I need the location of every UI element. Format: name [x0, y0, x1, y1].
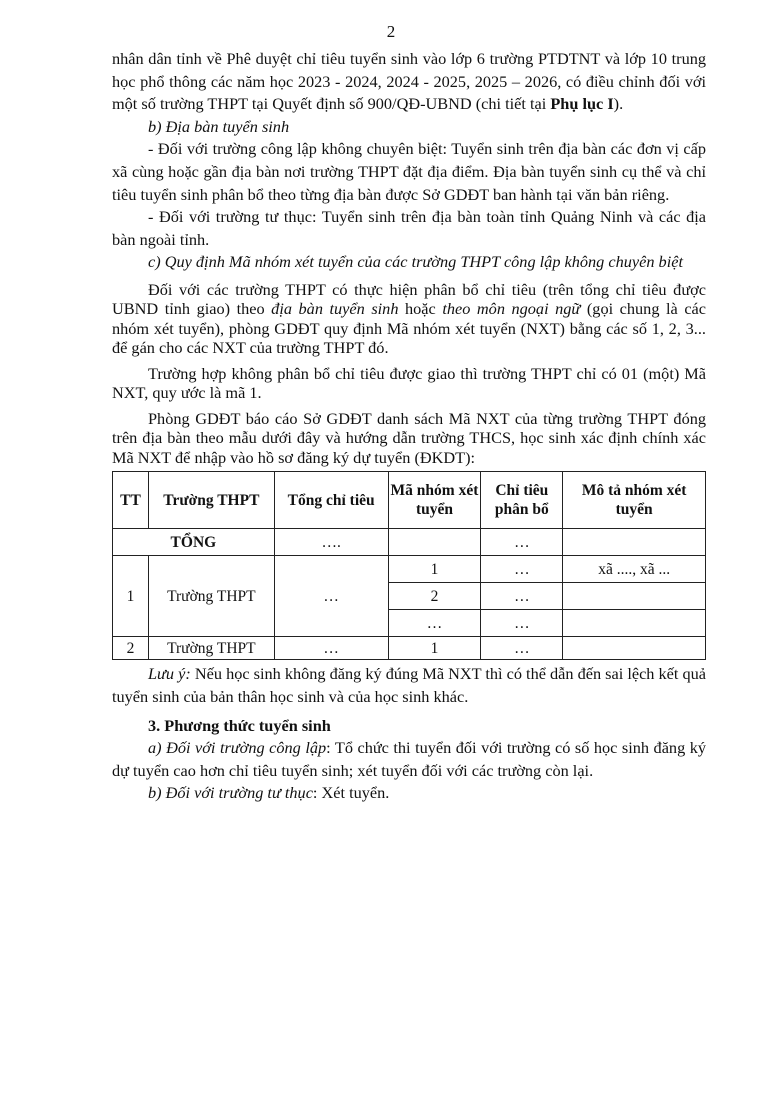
header-group-code: Mã nhóm xét tuyển: [388, 472, 481, 529]
header-school: Trường THPT: [148, 472, 274, 529]
group-alloc: …: [481, 610, 563, 637]
group-desc: xã ...., xã ...: [563, 556, 706, 583]
table-row: [113, 556, 706, 583]
c1-part-c: (gọi chung là các nhóm xét tuyển), phòng GDĐT quy định Mã nhóm xét tuyển (NXT) bằng các số 1, 2, 3... để gán cho các NXT của trường THPT đó.: [112, 299, 706, 358]
school2-tt: 2: [113, 637, 149, 660]
method-private: [112, 782, 706, 805]
table-row-total: [113, 529, 706, 556]
method-private-text: : Xét tuyển.: [312, 783, 390, 803]
c1-part-a: Đối với các trường THPT có thực hiện phân bổ chỉ tiêu (trên tổng chỉ tiêu được UBND tỉnh giao) theo: [112, 279, 706, 319]
note-paragraph: [112, 663, 706, 708]
group-desc: [563, 637, 706, 660]
c1-part-b: hoặc: [398, 299, 443, 319]
paragraph-c3: Phòng GDĐT báo cáo Sở GDĐT danh sách Mã NXT của từng trường THPT đóng trên địa bàn theo mẫu dưới đây và hướng dẫn trường THCS, học sinh xác định chính xác Mã NXT để nhập vào hồ sơ đăng ký dự tuyển (ĐKDT):: [112, 408, 706, 467]
section-3-title: [112, 715, 706, 738]
school2-quota: …: [274, 637, 388, 660]
group-code: 1: [388, 556, 481, 583]
table-row: [113, 637, 706, 660]
group-desc: [563, 610, 706, 637]
method-public-label: a) Đối với trường công lập: [148, 738, 327, 758]
page-number: 2: [386, 22, 396, 41]
intro-text: nhân dân tỉnh về Phê duyệt chỉ tiêu tuyển sinh vào lớp 6 trường PTDTNT và lớp 10 trung học phổ thông các năm học 2023 - 2024, 2024 - 2025, 2025 – 2026, có điều chỉnh đối với một số trường THPT tại Quyết định số 900/QĐ-UBND (chi tiết tại: [112, 49, 706, 114]
group-code: 2: [388, 583, 481, 610]
c1-italic-1: địa bàn tuyển sinh: [271, 299, 399, 319]
method-public: [112, 737, 706, 782]
appendix-ref: Phụ lục I: [550, 94, 614, 114]
section-3-title-text: 3. Phương thức tuyển sinh: [148, 715, 331, 735]
school1-quota: …: [274, 556, 388, 637]
group-alloc: …: [481, 556, 563, 583]
paragraph-c2: Trường hợp không phân bổ chỉ tiêu được giao thì trường THPT chỉ có 01 (một) Mã NXT, quy ước là mã 1.: [112, 363, 706, 403]
group-code: …: [388, 610, 481, 637]
header-total-quota: Tổng chỉ tiêu: [274, 472, 388, 529]
bullet-private-schools: - Đối với trường tư thục: Tuyển sinh trên địa bàn toàn tỉnh Quảng Ninh và các địa bàn ngoài tỉnh.: [112, 207, 706, 249]
total-desc: [563, 529, 706, 556]
group-alloc: …: [481, 637, 563, 660]
bullet-public-schools: - Đối với trường công lập không chuyên biệt: Tuyển sinh trên địa bàn các đơn vị cấp xã cùng hoặc gần địa bàn nơi trường THPT đặt địa điểm. Địa bàn tuyển sinh cụ thể và chỉ tiêu tuyển sinh phân bổ theo từng địa bàn được Sở GDĐT ban hành tại văn bản riêng.: [112, 139, 706, 204]
school1-tt: 1: [113, 556, 149, 637]
school2-name: Trường THPT: [148, 637, 274, 660]
nxt-table: [112, 471, 706, 660]
table-header-row: [113, 472, 706, 529]
method-public-text: : Tổ chức thi tuyển đối với trường có số học sinh đăng ký dự tuyển cao hơn chỉ tiêu tuyển sinh; xét tuyển đối với các trường còn lại.: [112, 738, 706, 780]
header-group-description: Mô tả nhóm xét tuyển: [563, 472, 706, 529]
total-quota: ….: [274, 529, 388, 556]
group-desc: [563, 583, 706, 610]
header-tt: TT: [113, 472, 149, 529]
total-code: [388, 529, 481, 556]
total-alloc: …: [481, 529, 563, 556]
note-label: Lưu ý:: [148, 664, 191, 684]
intro-tail: ).: [613, 94, 624, 114]
heading-b: b) Địa bàn tuyển sinh: [148, 116, 290, 136]
heading-c: c) Quy định Mã nhóm xét tuyển của các trường THPT công lập không chuyên biệt: [148, 252, 683, 272]
header-allocated-quota: Chỉ tiêu phân bổ: [481, 472, 563, 529]
document-body: [112, 48, 706, 805]
c1-italic-2: theo môn ngoại ngữ: [442, 299, 581, 319]
group-alloc: …: [481, 583, 563, 610]
total-label: TỔNG: [113, 529, 275, 556]
note-text: Nếu học sinh không đăng ký đúng Mã NXT thì có thể dẫn đến sai lệch kết quả tuyển sinh của bản thân học sinh và của học sinh khác.: [112, 664, 706, 707]
intro-paragraph: [112, 48, 706, 116]
group-code: 1: [388, 637, 481, 660]
paragraph-c1: [112, 280, 706, 358]
method-private-label: b) Đối với trường tư thục: [148, 783, 313, 803]
school1-name: Trường THPT: [148, 556, 274, 637]
